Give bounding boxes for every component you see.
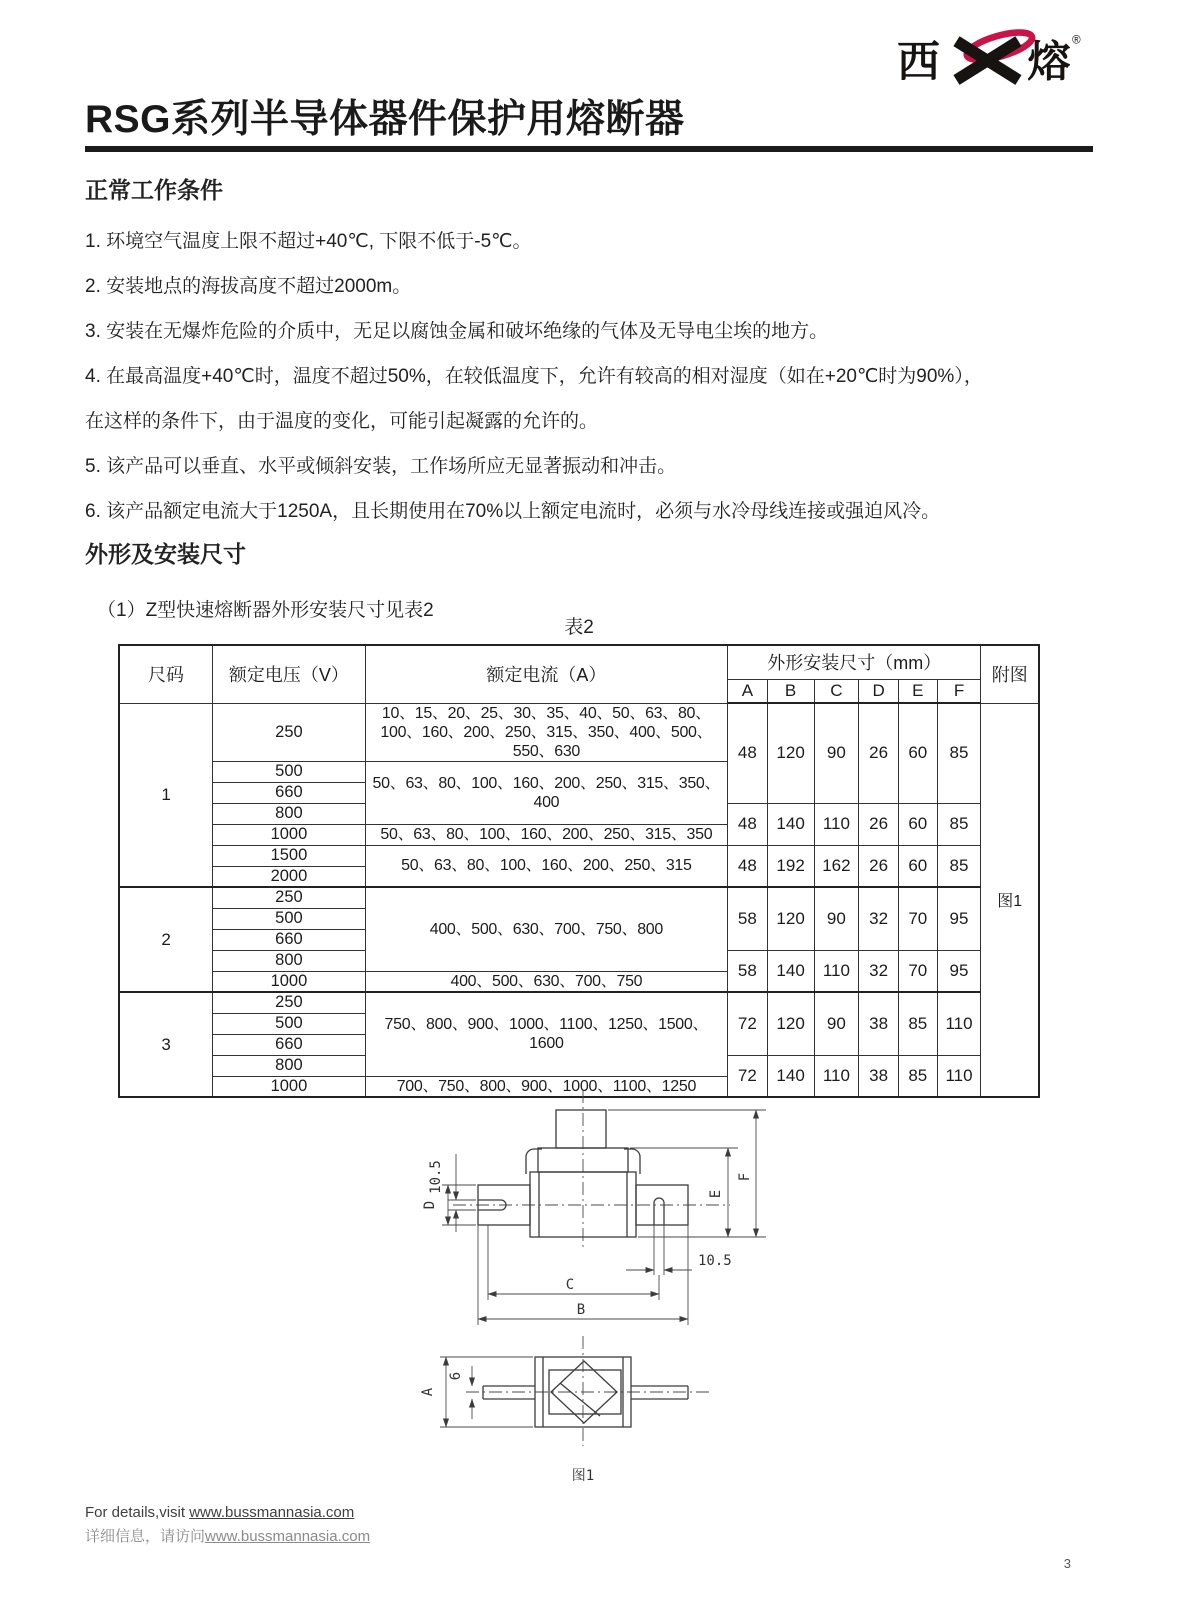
cell-dim-e: 60 [898,803,937,845]
cell-voltage: 1500 [213,845,366,866]
condition-item-continuation: 在这样的条件下，由于温度的变化，可能引起凝露的允许的。 [85,411,599,432]
col-header-figure: 附图 [981,645,1039,703]
table-caption: 表2 [564,617,594,638]
cell-dim-c: 90 [814,703,859,803]
cell-current: 400、500、630、700、750 [365,971,727,992]
cell-size: 2 [119,887,213,992]
cell-dim-a: 58 [728,950,768,992]
cell-dim-c: 162 [814,845,859,887]
cell-voltage: 250 [213,992,366,1013]
condition-item: 5. 该产品可以垂直、水平或倾斜安装，工作场所应无显著振动和冲击。 [85,456,677,477]
footer-link-en[interactable]: www.bussmannasia.com [189,1504,355,1521]
cell-voltage: 250 [213,703,366,761]
page-number: 3 [1063,1556,1071,1571]
logo-char-left: 西 [897,38,940,87]
dim-label-slot-left: 10.5 [428,1160,444,1194]
cell-dim-e: 85 [898,992,937,1055]
cell-voltage: 800 [213,950,366,971]
brand-logo [897,28,1087,94]
cell-voltage: 1000 [213,824,366,845]
fuse-body [530,1172,636,1237]
cell-dim-f: 110 [937,992,981,1055]
cell-dim-d: 26 [859,803,899,845]
dim-label-a: A [420,1387,436,1397]
cell-dim-f: 85 [937,803,981,845]
section-dimensions [85,536,1095,622]
slot-right [654,1198,664,1225]
cell-size: 3 [119,992,213,1097]
cell-dim-f: 95 [937,950,981,992]
cell-dim-c: 90 [814,992,859,1055]
cell-dim-c: 110 [814,1055,859,1097]
fuse-top-terminal [556,1110,606,1148]
cell-dim-d: 32 [859,950,899,992]
condition-item: 6. 该产品额定电流大于1250A，且长期使用在70%以上额定电流时，必须与水冷母线连接或强迫风冷。 [85,501,941,522]
table-row [119,845,1039,866]
cell-dim-c: 110 [814,950,859,992]
cell-current: 50、63、80、100、160、200、250、315、350、400 [365,761,727,824]
cell-dim-b: 120 [767,703,814,803]
figure-caption: 图1 [571,1468,595,1484]
section-heading: 外形及安装尺寸 [85,541,246,567]
fuse-ear-left [526,1149,542,1174]
table-header-row [119,645,1039,679]
dim-label-rod: 6 [448,1371,464,1381]
dim-label-d: D [422,1200,438,1210]
dim-label-e: E [708,1189,724,1199]
fuse-outline-drawing [398,1082,800,1500]
col-header-voltage: 额定电压（V） [213,645,366,703]
col-header-current: 额定电流（A） [365,645,727,703]
cell-dim-a: 48 [728,803,768,845]
cell-dim-c: 90 [814,887,859,950]
cell-current: 750、800、900、1000、1100、1250、1500、1600 [365,992,727,1076]
logo-char-right: 熔 [1027,38,1071,87]
table-row [119,703,1039,761]
condition-item: 1. 环境空气温度上限不超过+40℃, 下限不低于-5℃。 [85,231,532,252]
cell-dim-a: 48 [728,703,768,803]
cell-voltage: 500 [213,761,366,782]
fuse-ear-right [624,1149,640,1174]
cell-dim-e: 70 [898,950,937,992]
cell-voltage: 1000 [213,971,366,992]
condition-item: 3. 安装在无爆炸危险的介质中，无足以腐蚀金属和破坏绝缘的气体及无导电尘埃的地方。 [85,321,829,342]
section-working-conditions [85,172,1095,546]
col-header-e: E [898,679,937,703]
cell-voltage: 250 [213,887,366,908]
cell-voltage: 500 [213,1013,366,1034]
cell-dim-e: 60 [898,845,937,887]
cell-figure-ref: 图1 [981,703,1039,1097]
cell-current: 10、15、20、25、30、35、40、50、63、80、100、160、200、250、315、350、400、500、550、630 [365,703,727,761]
cell-current: 700、750、800、900、1000、1100、1250 [365,1076,727,1097]
col-header-b: B [767,679,814,703]
col-header-d: D [859,679,899,703]
cell-dim-e: 85 [898,1055,937,1097]
table-row [119,887,1039,908]
cell-dim-d: 26 [859,845,899,887]
col-header-f: F [937,679,981,703]
footer-line-en [85,1504,370,1521]
cell-current: 50、63、80、100、160、200、250、315、350 [365,824,727,845]
footer-cn-prefix: 详细信息，请访问 [85,1528,206,1545]
page-title: RSG系列半导体器件保护用熔断器 [85,98,685,141]
footer-link-cn[interactable]: www.bussmannasia.com [205,1528,371,1545]
cell-voltage: 500 [213,908,366,929]
footer-en-prefix: For details,visit [85,1504,190,1521]
cell-current: 50、63、80、100、160、200、250、315 [365,845,727,887]
cell-dim-d: 26 [859,703,899,803]
cell-size: 1 [119,703,213,887]
cell-voltage: 800 [213,803,366,824]
dim-label-c: C [565,1277,575,1293]
cell-dim-e: 60 [898,703,937,803]
dimensions-note: （1）Z型快速熔断器外形安装尺寸见表2 [97,600,434,621]
cell-voltage: 1000 [213,1076,366,1097]
footer-line-cn [85,1525,370,1546]
cell-dim-b: 140 [767,950,814,992]
cell-dim-b: 140 [767,1055,814,1097]
cell-dim-e: 70 [898,887,937,950]
condition-item: 2. 安装地点的海拔高度不超过2000m。 [85,276,412,297]
cell-current: 400、500、630、700、750、800 [365,887,727,971]
technical-drawing [398,1082,800,1500]
cell-dim-f: 110 [937,1055,981,1097]
cell-dim-d: 38 [859,992,899,1055]
cell-voltage: 660 [213,782,366,803]
cell-dim-f: 95 [937,887,981,950]
cell-dim-b: 192 [767,845,814,887]
cell-dim-f: 85 [937,845,981,887]
indicator-diamond-line [560,1383,600,1416]
col-header-c: C [814,679,859,703]
cell-dim-a: 48 [728,845,768,887]
cell-voltage: 2000 [213,866,366,887]
cell-dim-b: 120 [767,887,814,950]
dim-label-slot-right: 10.5 [698,1253,732,1269]
dim-label-f: F [737,1172,753,1182]
cell-dim-c: 110 [814,803,859,845]
cell-dim-a: 72 [728,1055,768,1097]
cell-voltage: 800 [213,1055,366,1076]
cell-dim-b: 140 [767,803,814,845]
table-row [119,992,1039,1013]
cell-voltage: 660 [213,929,366,950]
brand-logo-icon [897,28,1087,94]
section-heading: 正常工作条件 [85,177,223,203]
cell-dim-a: 72 [728,992,768,1055]
title-rule [85,146,1093,152]
cell-dim-f: 85 [937,703,981,803]
cell-dim-d: 38 [859,1055,899,1097]
col-header-dims: 外形安装尺寸（mm） [728,645,981,679]
cell-dim-a: 58 [728,887,768,950]
condition-item: 4. 在最高温度+40℃时，温度不超过50%，在较低温度下，允许有较高的相对湿度（如在+20℃时为90%）， [85,366,983,387]
dim-label-b: B [576,1302,586,1318]
page-footer [85,1504,370,1546]
col-header-a: A [728,679,768,703]
cell-dim-d: 32 [859,887,899,950]
spec-table [118,644,1040,1098]
cell-dim-b: 120 [767,992,814,1055]
cell-voltage: 660 [213,1034,366,1055]
registered-mark: ® [1072,34,1081,47]
col-header-size: 尺码 [119,645,213,703]
